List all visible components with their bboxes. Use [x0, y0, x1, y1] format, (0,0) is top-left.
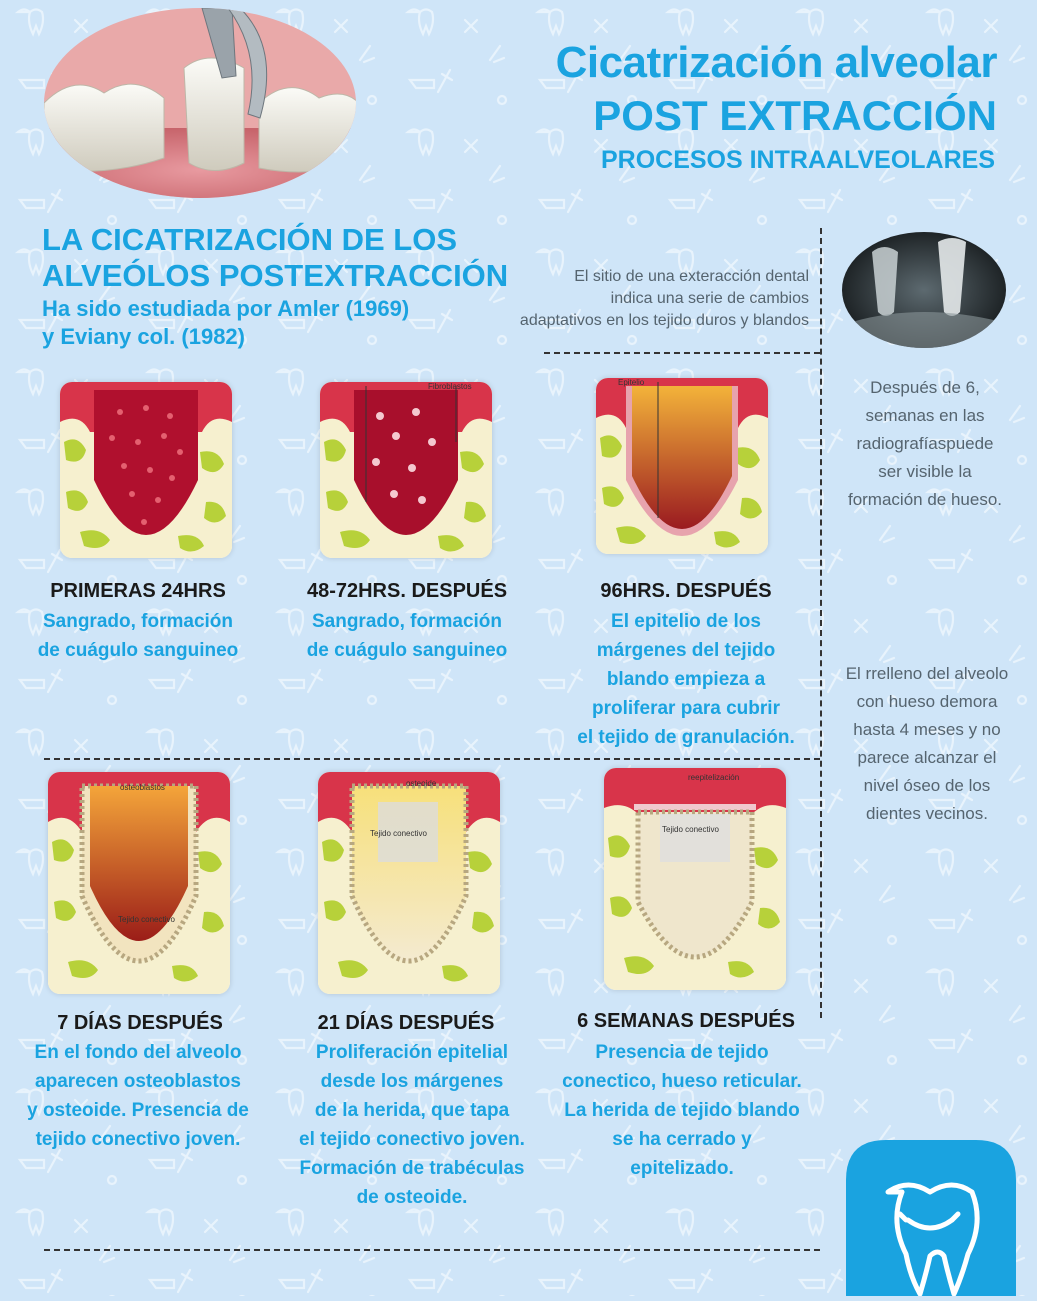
stage-desc-line: epitelizado.: [630, 1158, 734, 1179]
xray-image: [842, 232, 1006, 348]
stage-desc: [8, 607, 268, 665]
stage-desc-line: se ha cerrado y: [612, 1129, 752, 1150]
side-note-2-line: con hueso demora: [856, 692, 998, 711]
stage-desc-line: el tejido conectivo joven.: [299, 1129, 525, 1150]
side-note-1-line: formación de hueso.: [847, 490, 1003, 509]
stage-image-24hrs: [60, 382, 232, 558]
stage-image-96hrs: [596, 378, 768, 554]
stage-image-6semanas: [604, 768, 786, 990]
stage-desc-line: de cuágulo sanguineo: [37, 640, 239, 661]
top-note: [520, 266, 809, 332]
stage-desc-line: desde los márgenes: [320, 1071, 504, 1092]
stage-desc-line: el tejido de granulación.: [577, 727, 795, 748]
divider-bottom: [44, 1249, 820, 1251]
stage-desc-line: Formación de trabéculas: [299, 1158, 525, 1179]
side-note-1-line: semanas en las: [865, 406, 985, 425]
stage-desc-line: de cuágulo sanguineo: [306, 640, 508, 661]
stage-desc-line: y osteoide. Presencia de: [27, 1100, 249, 1121]
stage-desc: [556, 607, 816, 752]
stage-title: 48-72HRS. DESPUÉS: [306, 580, 508, 602]
stage-image-21dias: [318, 772, 500, 994]
stage-title: 21 DÍAS DESPUÉS: [317, 1012, 495, 1034]
stage-desc-line: Sangrado, formación: [311, 611, 503, 632]
stage-title: 7 DÍAS DESPUÉS: [57, 1012, 223, 1034]
stage-image-7dias: [48, 772, 230, 994]
top-note-line3: adaptativos en los tejido duros y blandos: [519, 312, 809, 329]
divider-top: [544, 352, 820, 354]
stage-desc: [8, 1038, 268, 1154]
stage-desc: [277, 607, 537, 665]
stage-desc-line: proliferar para cubrir: [592, 698, 780, 719]
title-line1: Cicatrización alveolar: [555, 38, 997, 87]
side-note-2-line: El rrelleno del alveolo: [845, 664, 1009, 683]
side-note-2: [832, 660, 1022, 828]
side-note-2-line: nivel óseo de los: [863, 776, 991, 795]
stage-desc-line: Presencia de tejido: [595, 1042, 769, 1063]
stage-image-label: osteoide: [406, 779, 437, 788]
intro-heading: [42, 222, 508, 294]
stage-image-label: osteoblastos: [120, 783, 165, 792]
stage-desc-line: de la herida, que tapa: [314, 1100, 510, 1121]
stage-desc-line: La herida de tejido blando: [564, 1100, 800, 1121]
side-note-2-line: hasta 4 meses y no: [853, 720, 1001, 739]
intro-heading-line2: ALVEÓLOS POSTEXTRACCIÓN: [42, 258, 509, 293]
intro-subheading: [42, 295, 409, 351]
stage-title: 96HRS. DESPUÉS: [600, 580, 772, 602]
title-line3: PROCESOS INTRAALVEOLARES: [600, 146, 995, 174]
side-note-1: [830, 374, 1020, 514]
side-note-1-line: ser visible la: [878, 462, 972, 481]
divider-vertical: [820, 228, 822, 1018]
stage-desc-line: de osteoide.: [356, 1187, 468, 1208]
top-note-line1: El sitio de una exteracción dental: [574, 268, 809, 285]
stage-desc-line: En el fondo del alveolo: [34, 1042, 242, 1063]
stage-desc-line: blando empieza a: [606, 669, 766, 690]
side-note-1-line: Después de 6,: [870, 378, 980, 397]
intro-heading-line1: LA CICATRIZACIÓN DE LOS: [42, 222, 458, 257]
intro-sub-line1: Ha sido estudiada por Amler (1969): [42, 296, 410, 321]
stage-desc-line: Proliferación epitelial: [315, 1042, 509, 1063]
stage-title: 6 SEMANAS DESPUÉS: [577, 1010, 795, 1032]
stage-desc-line: conectico, hueso reticular.: [562, 1071, 802, 1092]
stage-image-label: Tejido conectivo: [662, 825, 719, 834]
stage-title: PRIMERAS 24HRS: [50, 580, 226, 602]
stage-desc-line: Sangrado, formación: [42, 611, 234, 632]
side-note-1-line: radiografíaspuede: [856, 434, 994, 453]
top-note-line2: indica una serie de cambios: [610, 290, 809, 307]
side-note-2-line: dientes vecinos.: [866, 804, 988, 823]
stage-desc-line: tejido conectivo joven.: [35, 1129, 241, 1150]
side-note-2-line: parece alcanzar el: [857, 748, 997, 767]
extraction-photo: [44, 8, 356, 198]
stage-desc-line: aparecen osteoblastos: [35, 1071, 241, 1092]
stage-desc-line: El epitelio de los: [611, 611, 761, 632]
stage-desc: [282, 1038, 542, 1212]
stage-image-label: Fibroblastos: [428, 382, 472, 391]
stage-image-label: Tejido conectivo: [118, 915, 175, 924]
stage-image-label: reepitelización: [688, 773, 740, 782]
stage-desc-line: márgenes del tejido: [596, 640, 776, 661]
intro-sub-line2: y Eviany col. (1982): [42, 324, 245, 349]
title-line2: POST EXTRACCIÓN: [593, 92, 997, 139]
stage-desc: [552, 1038, 812, 1183]
stage-image-48-72hrs: [320, 382, 492, 558]
stage-image-label: Epitelio: [618, 378, 645, 387]
stage-image-label: Tejido conectivo: [370, 829, 427, 838]
tooth-logo-icon: [846, 1140, 1016, 1296]
divider-middle: [44, 758, 820, 760]
